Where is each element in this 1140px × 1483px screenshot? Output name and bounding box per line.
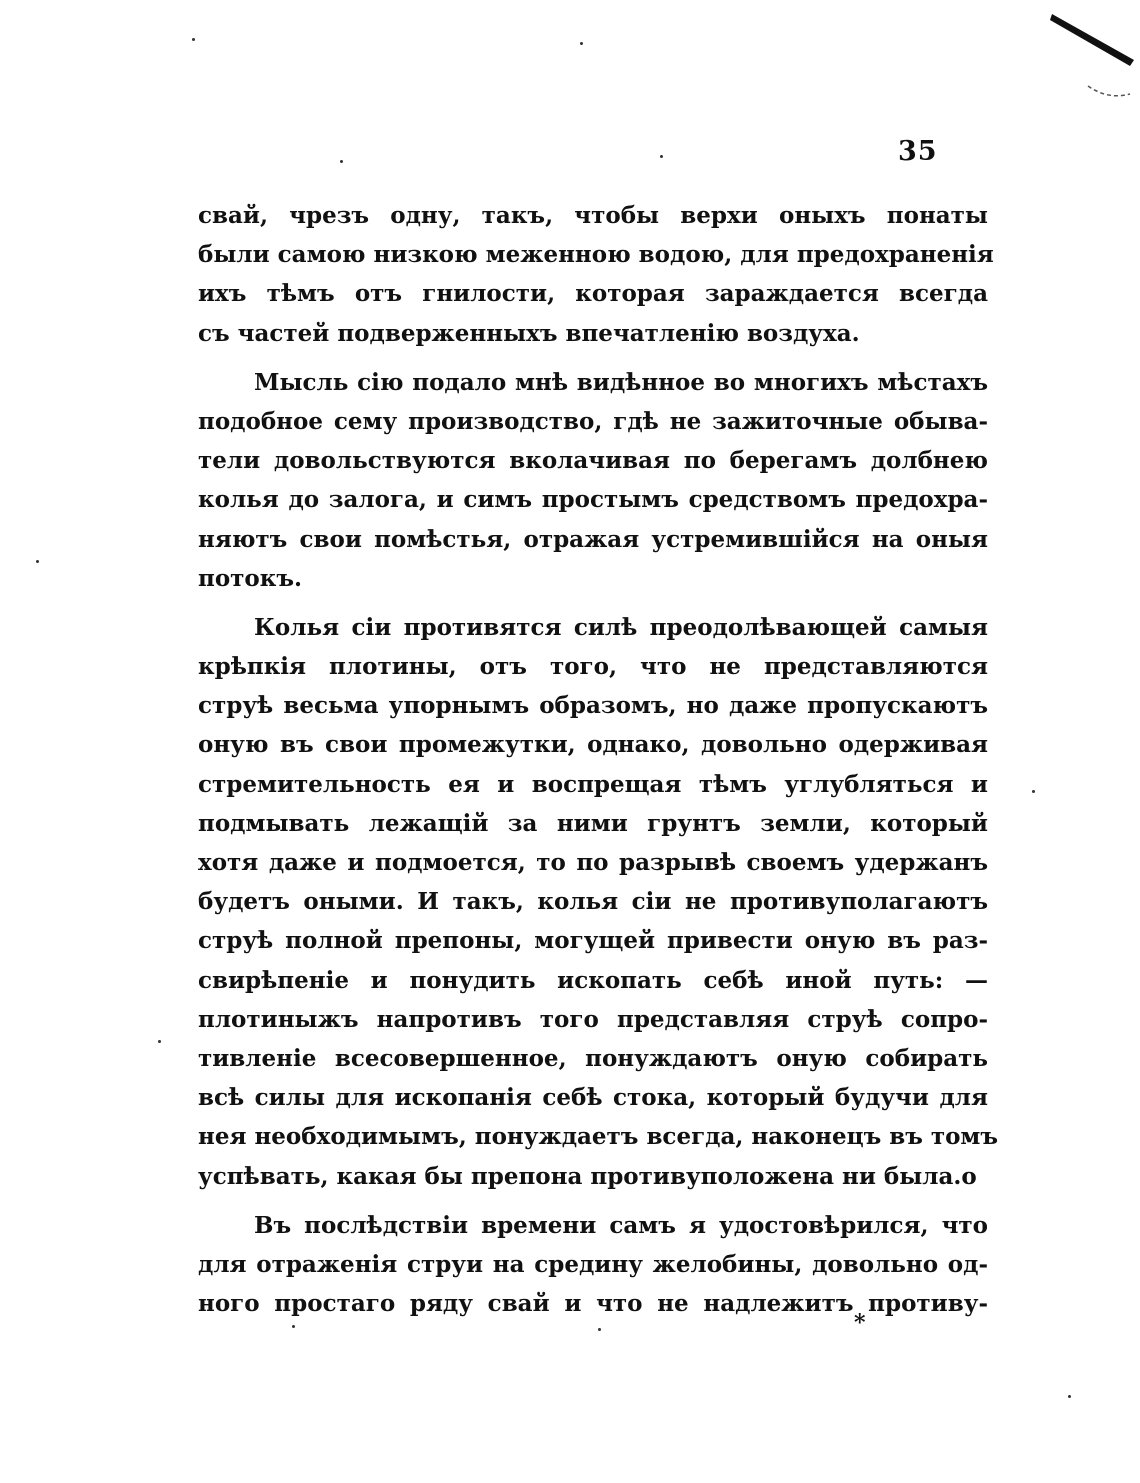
text-line: съ частей подверженныхъ впечатленію воздуха. — [198, 319, 860, 347]
scan-speck — [660, 155, 663, 158]
text-line: Колья сіи противятся силѣ преодолѣвающей самыя — [254, 613, 988, 641]
scan-speck — [340, 160, 343, 163]
text-line: тивленіе всесовершенное, понуждаютъ оную собирать — [198, 1044, 988, 1072]
scan-speck — [192, 38, 195, 41]
text-line: колья до залога, и симъ простымъ средствомъ предохра- — [198, 486, 988, 514]
body-text — [198, 196, 999, 1333]
text-line: всѣ силы для ископанія себѣ стока, который будучи для — [198, 1084, 988, 1112]
scan-speck — [158, 1040, 161, 1043]
corner-scan-mark — [1048, 8, 1138, 108]
text-line: свай, чрезъ одну, такъ, чтобы верхи оныхъ понаты — [198, 202, 988, 229]
paragraph-1 — [198, 196, 994, 353]
text-line: нея необходимымъ, понуждаетъ всегда, наконецъ въ томъ — [198, 1123, 999, 1151]
text-line: тели довольствуются вколачивая по берегамъ долбнею — [198, 447, 988, 475]
signature-mark: * — [854, 1310, 866, 1336]
page-number: 35 — [898, 136, 938, 167]
scan-speck — [1032, 790, 1035, 793]
text-line: для отраженія струи на средину желобины, довольно од- — [198, 1250, 988, 1278]
text-line: Въ послѣдствіи времени самъ я удостовѣрился, что — [254, 1211, 988, 1239]
scan-speck — [1068, 1395, 1071, 1398]
text-line: свирѣпеніе и понудить ископать себѣ иной путь: — — [198, 966, 988, 994]
text-line: крѣпкія плотины, отъ того, что не представляются — [198, 653, 988, 681]
text-line: струѣ полной препоны, могущей привести оную въ раз- — [198, 927, 988, 955]
paragraph-4 — [198, 1206, 988, 1324]
text-line: оную въ свои промежутки, однако, довольно одерживая — [198, 731, 988, 759]
text-line: подобное сему производство, гдѣ не зажиточные обыва- — [198, 407, 988, 435]
scan-speck — [36, 560, 39, 563]
scan-speck — [580, 42, 583, 45]
text-line: были самою низкою меженною водою, для предохраненія — [198, 241, 994, 269]
text-line: струѣ весьма упорнымъ образомъ, но даже пропускаютъ — [198, 692, 988, 720]
text-line: Мысль сію подало мнѣ видѣнное во многихъ мѣстахъ — [254, 368, 988, 396]
text-line: няютъ свои помѣстья, отражая устремившійся на оныя — [198, 525, 988, 553]
text-line: стремительность ея и воспрещая тѣмъ углубляться и — [198, 770, 988, 798]
scan-speck — [598, 1328, 601, 1331]
text-line: плотиныжъ напротивъ того представляя струѣ сопро- — [198, 1005, 988, 1033]
text-line: ного простаго ряду свай и что не надлежитъ противу- — [198, 1290, 988, 1318]
text-line: успѣвать, какая бы препона противуположена ни была.о — [198, 1162, 977, 1190]
text-line: ихъ тѣмъ отъ гнилости, которая зараждается всегда — [198, 280, 988, 308]
text-line: хотя даже и подмоется, то по разрывѣ своемъ удержанъ — [198, 849, 988, 876]
text-line: потокъ. — [198, 564, 303, 592]
paragraph-2 — [198, 363, 988, 598]
text-line: подмывать лежащій за ними грунтъ земли, который — [198, 809, 988, 837]
text-line: будетъ оными. И такъ, колья сіи не противуполагаютъ — [198, 888, 988, 916]
scan-speck — [292, 1325, 295, 1328]
paragraph-3 — [198, 608, 999, 1196]
